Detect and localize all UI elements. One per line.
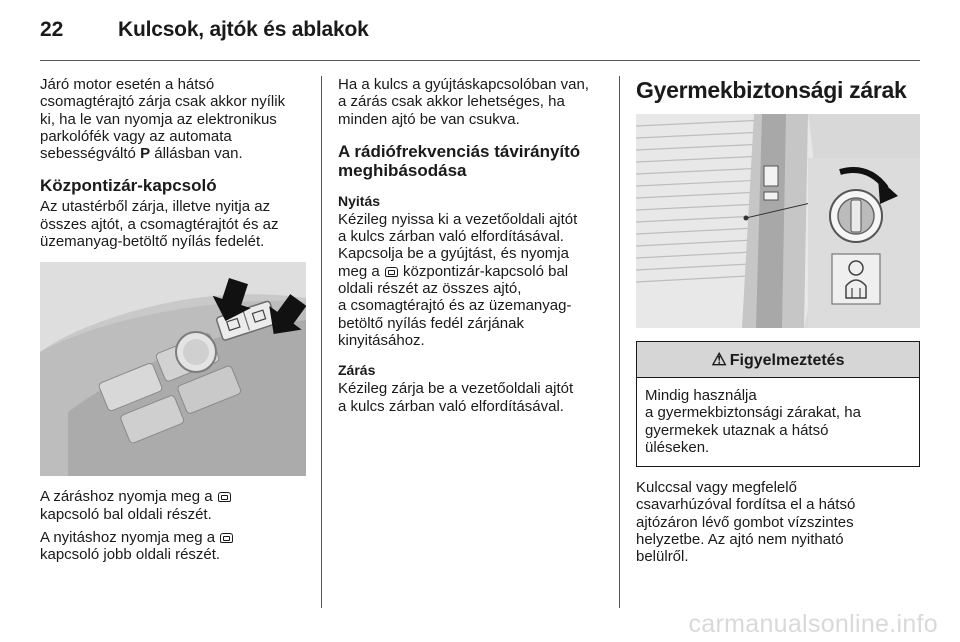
text-line: csomagtérajtó zárja csak akkor nyílik [40, 93, 286, 111]
text-line: üzemanyag-betöltő nyílás fedelét. [40, 233, 265, 251]
text-line: állásban van. [150, 145, 243, 163]
column-divider-1 [321, 76, 322, 608]
text-line: Kulccsal vagy megfelelő [636, 479, 797, 497]
text-line: minden ajtó be van csukva. [338, 110, 520, 128]
page-number: 22 [40, 18, 64, 41]
watermark: carmanualsonline.info [688, 610, 938, 638]
text-line: üléseken. [645, 438, 710, 456]
text-line: a zárás csak akkor lehetséges, ha [338, 93, 565, 111]
text-line: gyermekek utaznak a hátsó [645, 421, 829, 439]
text-line: ajtózáron lévő gombot vízszintes [636, 513, 854, 531]
central-lock-paragraph [40, 198, 306, 250]
text-line: Mindig használja [645, 387, 757, 404]
text-line: Kézileg zárja be a vezetőoldali ajtót [338, 380, 574, 398]
child-lock-instruction [636, 479, 920, 565]
intro-paragraph [40, 76, 306, 162]
locking-paragraph [338, 380, 606, 415]
text-line: Járó motor esetén a hátsó [40, 76, 215, 93]
unlocking-heading: Nyitás [338, 192, 381, 209]
text-line: belülről. [636, 548, 689, 566]
text-line: kinyitásához. [338, 331, 425, 349]
text-line: kapcsoló bal oldali részét. [40, 505, 212, 523]
gear-position-p: P [140, 145, 151, 163]
text-line: ki, ha le van nyomja az elektronikus [40, 110, 277, 128]
warning-body [637, 378, 919, 466]
text-line: A nyitáshoz nyomja meg a [40, 528, 220, 546]
text-line: Ha a kulcs a gyújtáskapcsolóban van, [338, 76, 589, 93]
lock-instruction [40, 488, 306, 523]
text-line: oldali részét az összes ajtó, [338, 280, 522, 298]
remote-fault-heading [338, 142, 606, 180]
warning-title: Figyelmeztetés [729, 352, 845, 369]
column-divider-2 [619, 76, 620, 608]
central-lock-switch-illustration [40, 262, 306, 476]
page-header [40, 12, 920, 52]
text-line: sebességváltó [40, 145, 141, 163]
column-1 [40, 76, 306, 564]
text-line: csavarhúzóval fordítsa el a hátsó [636, 496, 856, 514]
text-line: központizár-kapcsoló bal [398, 262, 569, 280]
page-title: Kulcsok, ajtók és ablakok [118, 18, 369, 41]
text-line: A záráshoz nyomja meg a [40, 488, 217, 506]
text-line: parkolófék vagy az automata [40, 127, 232, 145]
text-line: kapcsoló jobb oldali részét. [40, 546, 221, 564]
central-lock-heading: Központizár-kapcsoló [40, 176, 217, 196]
text-line: meg a [338, 262, 384, 280]
unlock-switch-icon [220, 533, 233, 543]
text-line: helyzetbe. Az ajtó nem nyitható [636, 531, 844, 549]
heading-line: A rádiófrekvenciás távirányító [338, 141, 581, 161]
text-line: a csomagtérajtó és az üzemanyag- [338, 297, 572, 315]
column-2 [338, 76, 606, 415]
heading-line: meghibásodása [338, 160, 467, 180]
ignition-paragraph [338, 76, 606, 128]
child-lock-illustration [636, 114, 920, 328]
lock-switch-icon [218, 492, 231, 502]
unlocking-paragraph [338, 211, 606, 349]
central-lock-switch-icon [385, 267, 398, 277]
text-line: a gyermekbiztonsági zárakat, ha [645, 404, 861, 422]
text-line: Kapcsolja be a gyújtást, és nyomja [338, 245, 569, 263]
text-line: a kulcs zárban való elfordításával. [338, 397, 564, 415]
column-3 [636, 76, 920, 566]
warning-header [637, 342, 919, 378]
child-lock-heading: Gyermekbiztonsági zárak [636, 77, 907, 103]
header-divider [40, 60, 920, 61]
locking-heading: Zárás [338, 362, 376, 379]
text-line: Kézileg nyissa ki a vezetőoldali ajtót [338, 210, 578, 228]
warning-box [636, 341, 920, 467]
text-line: betöltő nyílás fedél zárjának [338, 314, 524, 332]
warning-triangle-icon: ⚠ [711, 350, 727, 369]
text-line: a kulcs zárban való elfordításával. [338, 228, 564, 246]
unlock-instruction [40, 529, 306, 564]
text-line: összes ajtót, a csomagtérajtót és az [40, 215, 279, 233]
text-line: Az utastérből zárja, illetve nyitja az [40, 198, 271, 216]
